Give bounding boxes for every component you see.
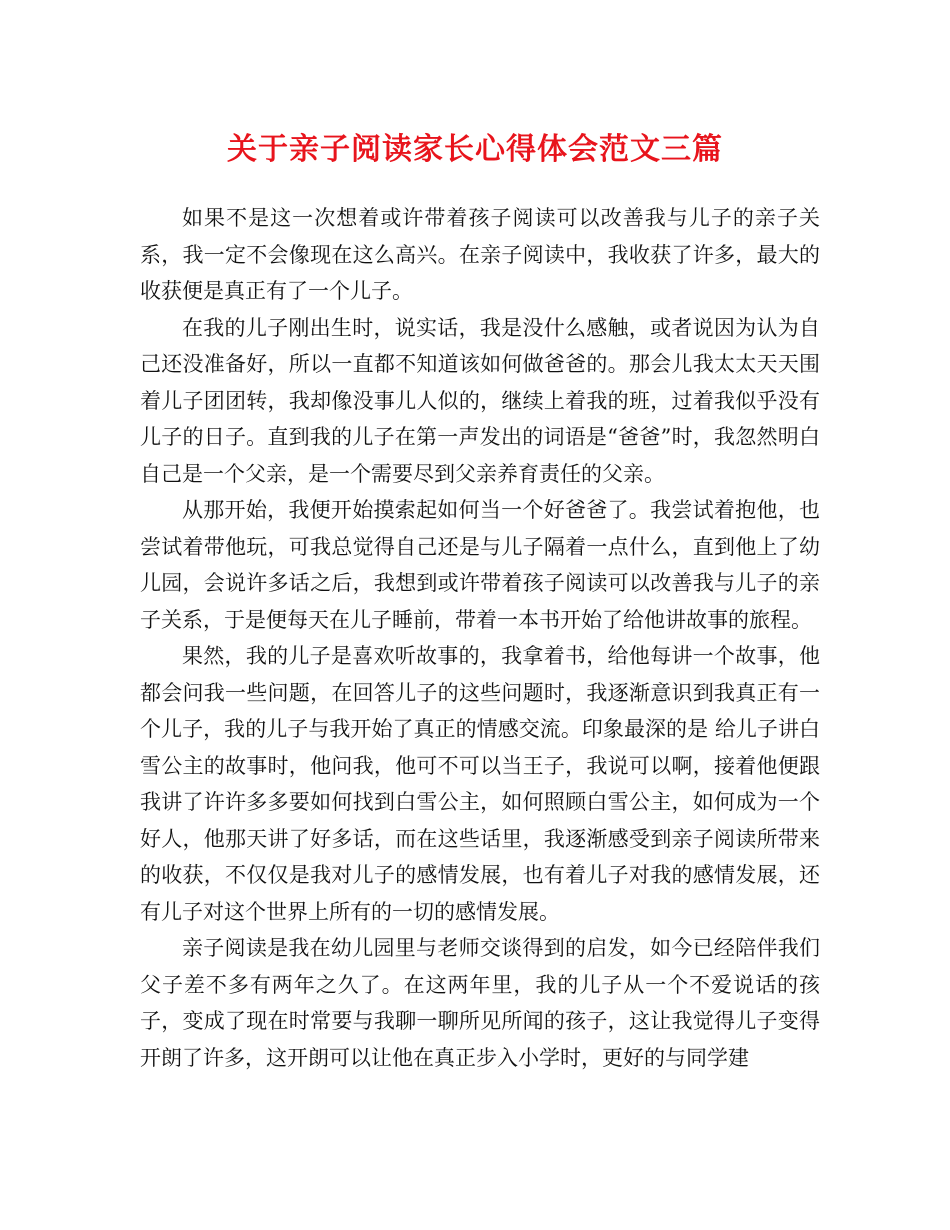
document-title: 关于亲子阅读家长心得体会范文三篇: [227, 132, 723, 167]
paragraph: 如果不是这一次想着或许带着孩子阅读可以改善我与儿子的亲子关系，我一定不会像现在这么高兴。在亲子阅读中，我收获了许多，最大的收获便是真正有了一个儿子。: [140, 206, 820, 303]
paragraph: 果然，我的儿子是喜欢听故事的，我拿着书，给他每讲一个故事，他都会问我一些问题，在回答儿子的这些问题时，我逐渐意识到我真正有一个儿子，我的儿子与我开始了真正的情感交流。印象最深的是 给儿子讲白雪公主的故事时，他问我，他可不可以当王子，我说可以啊，接着他便跟我讲了许许多多要如何找到白雪公主，如何照顾白雪公主，如何成为一个好人，他那天讲了好多话，而在这些话里，我逐渐感受到亲子阅读所带来的收获，不仅仅是我对儿子的感情发展，也有着儿子对我的感情发展，还有儿子对这个世界上所有的一切的感情发展。: [140, 644, 820, 924]
paragraph: 从那开始，我便开始摸索起如何当一个好爸爸了。我尝试着抱他，也尝试着带他玩，可我总觉得自己还是与儿子隔着一点什么，直到他上了幼儿园，会说许多话之后，我想到或许带着孩子阅读可以改善我与儿子的亲子关系，于是便每天在儿子睡前，带着一本书开始了给他讲故事的旅程。: [140, 498, 820, 632]
document-body: [140, 200, 820, 1076]
paragraph: 亲子阅读是我在幼儿园里与老师交谈得到的启发，如今已经陪伴我们父子差不多有两年之久了。在这两年里，我的儿子从一个不爱说话的孩子，变成了现在时常要与我聊一聊所见所闻的孩子，这让我觉得儿子变得开朗了许多，这开朗可以让他在真正步入小学时，更好的与同学建: [140, 936, 820, 1070]
paragraph: 在我的儿子刚出生时，说实话，我是没什么感触，或者说因为认为自己还没准备好，所以一直都不知道该如何做爸爸的。那会儿我太太天天围着儿子团团转，我却像没事儿人似的，继续上着我的班，过着我似乎没有儿子的日子。直到我的儿子在第一声发出的词语是“爸爸”时，我忽然明白自己是一个父亲，是一个需要尽到父亲养育责任的父亲。: [140, 315, 820, 486]
